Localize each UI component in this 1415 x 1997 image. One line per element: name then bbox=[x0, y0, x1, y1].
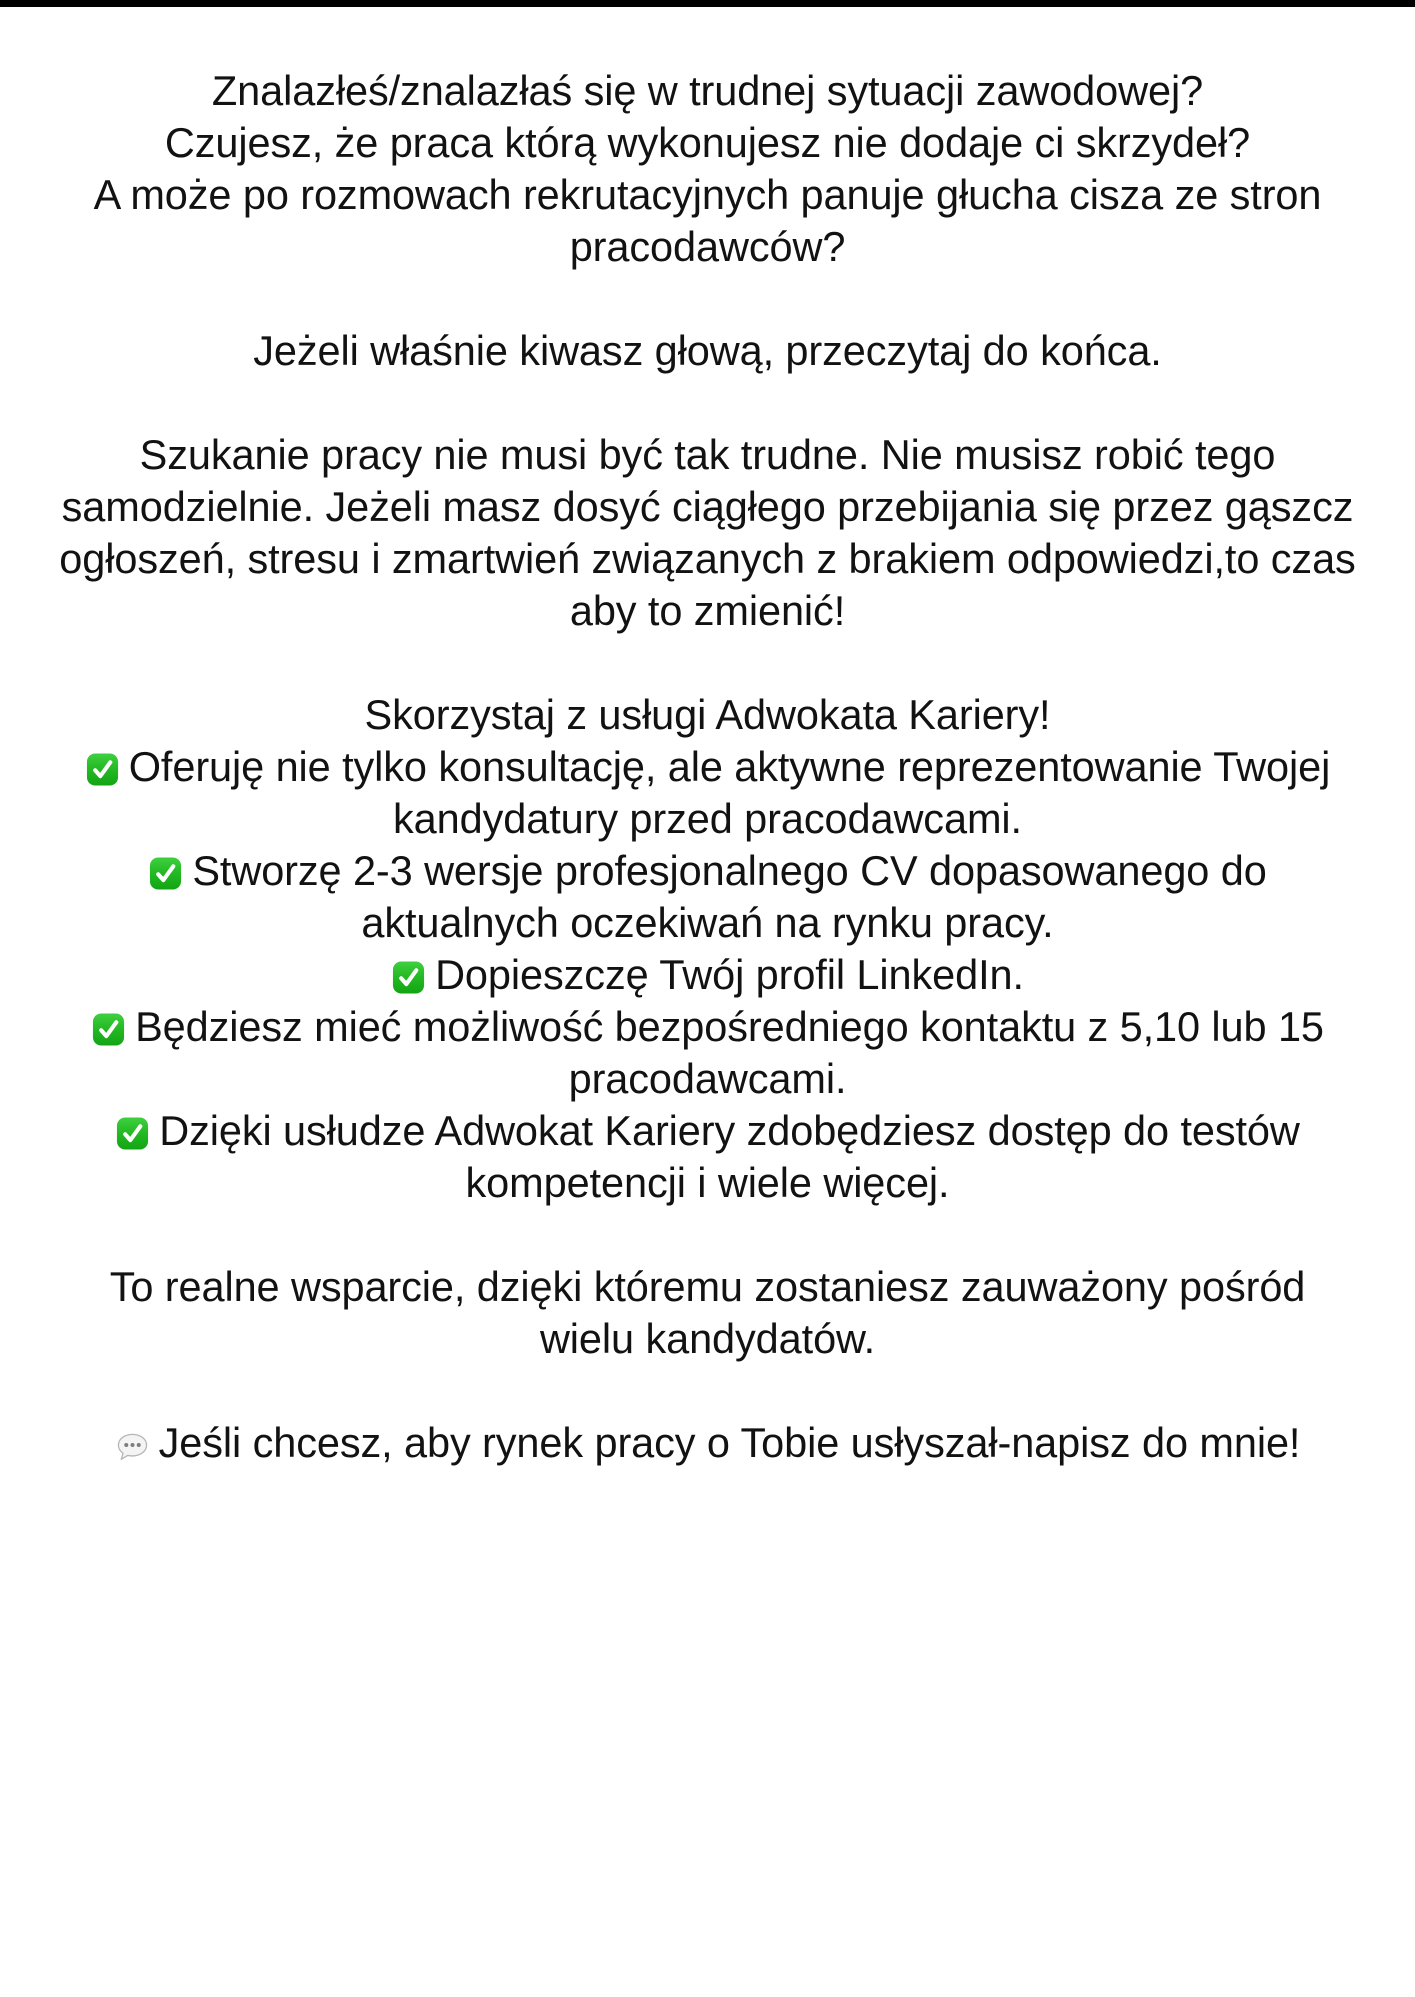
check-icon bbox=[391, 960, 426, 995]
offer-item-first-line bbox=[26, 1001, 1389, 1053]
text-line: Szukanie pracy nie musi być tak trudne. Nie musisz robić tego bbox=[139, 431, 1276, 478]
cta-line bbox=[26, 1417, 1389, 1469]
check-icon bbox=[115, 1116, 150, 1151]
paragraph-call-to-read bbox=[26, 325, 1389, 377]
text-line: A może po rozmowach rekrutacyjnych panuje głucha cisza ze stron bbox=[93, 171, 1322, 218]
paragraph-gap bbox=[26, 637, 1389, 689]
offer-item-first-line bbox=[26, 949, 1389, 1001]
text-line: aby to zmienić! bbox=[569, 587, 846, 634]
offer-item bbox=[26, 741, 1389, 845]
offer-heading bbox=[26, 689, 1389, 741]
text-line: ogłoszeń, stresu i zmartwień związanych z brakiem odpowiedzi,to czas bbox=[59, 535, 1356, 582]
check-icon bbox=[85, 752, 120, 787]
offer-item-text: Dopieszczę Twój profil LinkedIn. bbox=[435, 951, 1024, 998]
text-line: Czujesz, że praca którą wykonujesz nie dodaje ci skrzydeł? bbox=[164, 119, 1251, 166]
offer-item-text: aktualnych oczekiwań na rynku pracy. bbox=[361, 899, 1054, 946]
post-body bbox=[0, 7, 1415, 1469]
cta-text: Jeśli chcesz, aby rynek pracy o Tobie usłyszał-napisz do mnie! bbox=[158, 1419, 1301, 1466]
offer-item bbox=[26, 845, 1389, 949]
offer-item-text: Dzięki usłudze Adwokat Kariery zdobędziesz dostęp do testów bbox=[159, 1107, 1300, 1154]
offer-item bbox=[26, 1105, 1389, 1209]
offer-heading-text: Skorzystaj z usługi Adwokata Kariery! bbox=[364, 691, 1051, 738]
check-icon bbox=[148, 856, 183, 891]
check-icon bbox=[91, 1012, 126, 1047]
offer-item bbox=[26, 949, 1389, 1001]
offer-item-first-line bbox=[26, 845, 1389, 897]
paragraph-gap bbox=[26, 1209, 1389, 1261]
offer-item bbox=[26, 1001, 1389, 1105]
text-line: pracodawców? bbox=[569, 223, 846, 270]
paragraph-closing bbox=[26, 1261, 1389, 1365]
text-line: Znalazłeś/znalazłaś się w trudnej sytuacji zawodowej? bbox=[211, 67, 1204, 114]
offer-item-text: kandydatury przed pracodawcami. bbox=[393, 795, 1022, 842]
speech-balloon-icon bbox=[115, 1429, 150, 1464]
text-line: wielu kandydatów. bbox=[539, 1315, 876, 1362]
paragraph-gap bbox=[26, 273, 1389, 325]
offer-item-text: pracodawcami. bbox=[568, 1055, 847, 1102]
call-to-action[interactable] bbox=[26, 1417, 1389, 1469]
paragraph-gap bbox=[26, 377, 1389, 429]
text-line: To realne wsparcie, dzięki któremu zostaniesz zauważony pośród bbox=[109, 1263, 1306, 1310]
offer-item-text: kompetencji i wiele więcej. bbox=[465, 1159, 950, 1206]
offer-item-first-line bbox=[26, 741, 1389, 793]
offer-item-first-line bbox=[26, 1105, 1389, 1157]
text-line: samodzielnie. Jeżeli masz dosyć ciągłego przebijania się przez gąszcz bbox=[61, 483, 1354, 530]
offer-item-text: Stworzę 2-3 wersje profesjonalnego CV dopasowanego do bbox=[192, 847, 1267, 894]
text-line: Jeżeli właśnie kiwasz głową, przeczytaj do końca. bbox=[253, 327, 1162, 374]
paragraph-intro-questions bbox=[26, 65, 1389, 273]
top-black-bar bbox=[0, 0, 1415, 7]
offer-item-text: Będziesz mieć możliwość bezpośredniego kontaktu z 5,10 lub 15 bbox=[135, 1003, 1324, 1050]
paragraph-gap bbox=[26, 1365, 1389, 1417]
paragraph-job-search-body bbox=[26, 429, 1389, 637]
offer-item-text: Oferuję nie tylko konsultację, ale aktywne reprezentowanie Twojej bbox=[128, 743, 1331, 790]
